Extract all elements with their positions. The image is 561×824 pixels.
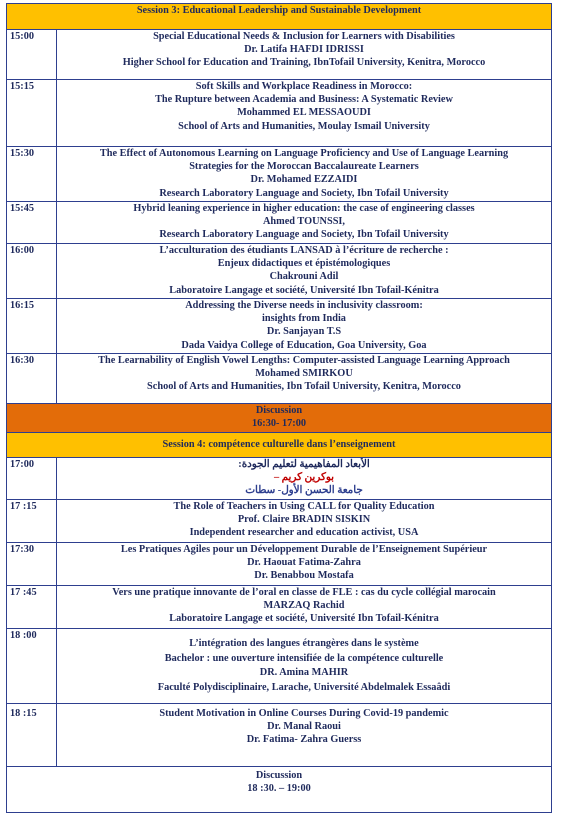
- talk-time: 16:00: [7, 244, 57, 299]
- talk-speaker: Mohammed EL MESSAOUDI: [237, 107, 371, 119]
- talk-title: The Effect of Autonomous Learning on Language Proficiency and Use of Language Learning: [99, 148, 509, 159]
- talk-speaker: MARZAQ Rachid: [263, 600, 345, 612]
- talk-row: [7, 30, 552, 80]
- talk-affiliation: Higher School for Education and Training, IbnTofail University, Kenitra, Morocco: [122, 57, 486, 69]
- talk-details: [57, 244, 552, 299]
- talk-title: The Learnability of English Vowel Lengths: Computer-assisted Language Learning Approach: [98, 355, 510, 366]
- talk-row: [7, 354, 552, 404]
- session4-title: Session 4: compétence culturelle dans l’enseignement: [7, 433, 552, 458]
- talk-details: [57, 202, 552, 244]
- talk-title: The Role of Teachers in Using CALL for Quality Education: [173, 501, 435, 512]
- talk-details: [57, 147, 552, 202]
- discussion-block: [7, 404, 552, 433]
- talk-speaker: Dr. Latifa HAFDI IDRISSI: [244, 44, 364, 56]
- talk-time: 15:45: [7, 202, 57, 244]
- talk-time: 17 :15: [7, 500, 57, 543]
- talk-time: 16:15: [7, 299, 57, 354]
- talk-affiliation: Independent researcher and education activist, USA: [189, 527, 419, 539]
- talk-title: Vers une pratique innovante de l’oral en classe de FLE : cas du cycle collégial marocain: [112, 587, 496, 598]
- talk-details-arabic: [57, 458, 552, 500]
- talk-speaker: Dr. Mohamed EZZAIDI: [250, 174, 358, 186]
- talk-details: [57, 354, 552, 404]
- session3-header-row: [7, 4, 552, 30]
- talk-speaker: Chakrouni Adil: [269, 271, 339, 283]
- talk-speaker: Mohamed SMIRKOU: [255, 368, 353, 380]
- discussion-label: Discussion: [255, 770, 303, 781]
- talk-row: [7, 458, 552, 500]
- session4-header-row: [7, 433, 552, 458]
- talk-time: 17:00: [7, 458, 57, 500]
- talk-affiliation: School of Arts and Humanities, Moulay Ismail University: [178, 120, 430, 132]
- talk-speaker: بوكرين كريم –: [273, 472, 335, 484]
- talk-row: [7, 500, 552, 543]
- talk-time: 15:30: [7, 147, 57, 202]
- talk-title: Student Motivation in Online Courses During Covid-19 pandemic: [159, 708, 449, 719]
- talk-time: 17:30: [7, 543, 57, 586]
- talk-title: Addressing the Diverse needs in inclusivity classroom:: [185, 300, 423, 311]
- talk-title: L’intégration des langues étrangères dans le système: [189, 638, 419, 649]
- talk-speaker: Dr. Sanjayan T.S: [266, 326, 342, 338]
- talk-subtitle: Bachelor : une ouverture intensifiée de la compétence culturelle: [164, 652, 444, 664]
- talk-details: [57, 543, 552, 586]
- talk-time: 17 :45: [7, 586, 57, 629]
- talk-details: [57, 629, 552, 704]
- talk-affiliation: Research Laboratory Language and Society, Ibn Tofail University: [159, 229, 449, 241]
- talk-subtitle: insights from India: [262, 313, 346, 325]
- talk-title: Hybrid leaning experience in higher education: the case of engineering classes: [133, 203, 475, 214]
- talk-title-continued: Strategies for the Moroccan Baccalaureate Learners: [189, 161, 419, 173]
- talk-details: [57, 704, 552, 767]
- talk-title: Soft Skills and Workplace Readiness in Morocco:: [195, 81, 413, 92]
- talk-subtitle: Enjeux didactiques et épistémologiques: [217, 258, 391, 270]
- talk-affiliation: Faculté Polydisciplinaire, Larache, Université Abdelmalek Essaâdi: [157, 681, 451, 693]
- talk-affiliation: Laboratoire Langage et société, Université Ibn Tofail-Kénitra: [169, 613, 439, 625]
- session3-title: Session 3: Educational Leadership and Sustainable Development: [7, 4, 552, 30]
- talk-affiliation: Dada Vaidya College of Education, Goa University, Goa: [181, 339, 427, 351]
- talk-affiliation: Laboratoire Langage et société, Université Ibn Tofail-Kénitra: [169, 284, 439, 296]
- discussion-time: 18 :30. – 19:00: [247, 783, 311, 795]
- talk-row: [7, 80, 552, 147]
- talk-details: [57, 299, 552, 354]
- talk-time: 15:00: [7, 30, 57, 80]
- talk-row: [7, 629, 552, 704]
- talk-speaker: DR. Amina MAHIR: [259, 667, 349, 678]
- talk-affiliation: جامعة الحسن الأول- سطات: [245, 485, 363, 497]
- talk-title: الأبعاد المفاهيمية لتعليم الجودة:: [238, 459, 370, 470]
- talk-row: [7, 299, 552, 354]
- talk-speaker: Dr. Manal Raoui: [267, 721, 341, 733]
- talk-speaker: Dr. Benabbou Mostafa: [254, 570, 354, 582]
- talk-affiliation: Research Laboratory Language and Society, Ibn Tofail University: [159, 187, 449, 199]
- discussion-label: Discussion: [255, 405, 303, 416]
- talk-time: 15:15: [7, 80, 57, 147]
- talk-row: [7, 586, 552, 629]
- talk-details: [57, 80, 552, 147]
- talk-row: [7, 704, 552, 767]
- talk-title: Les Pratiques Agiles pour un Développement Durable de l’Enseignement Supérieur: [120, 544, 488, 555]
- talk-affiliation: School of Arts and Humanities, Ibn Tofail University, Kenitra, Morocco: [147, 381, 461, 393]
- discussion-time: 16:30- 17:00: [251, 418, 307, 430]
- talk-speaker: Prof. Claire BRADIN SISKIN: [237, 514, 371, 526]
- talk-row: [7, 244, 552, 299]
- talk-speaker: Dr. Fatima- Zahra Guerss: [246, 734, 362, 746]
- discussion-row: [7, 404, 552, 433]
- talk-speaker: Ahmed TOUNSSI,: [262, 216, 346, 228]
- talk-details: [57, 30, 552, 80]
- talk-row: [7, 543, 552, 586]
- talk-details: [57, 500, 552, 543]
- talk-speaker: Dr. Haouat Fatima-Zahra: [247, 557, 361, 569]
- talk-subtitle: The Rupture between Academia and Business: A Systematic Review: [155, 94, 453, 106]
- talk-details: [57, 586, 552, 629]
- talk-row: [7, 147, 552, 202]
- talk-time: 16:30: [7, 354, 57, 404]
- program-table: [6, 3, 552, 813]
- talk-title: Special Educational Needs & Inclusion for Learners with Disabilities: [153, 31, 455, 42]
- talk-title: L’acculturation des étudiants LANSAD à l’écriture de recherche :: [159, 245, 449, 256]
- talk-time: 18 :15: [7, 704, 57, 767]
- talk-time: 18 :00: [7, 629, 57, 704]
- discussion-row: [7, 767, 552, 813]
- talk-row: [7, 202, 552, 244]
- discussion-block: [7, 767, 552, 813]
